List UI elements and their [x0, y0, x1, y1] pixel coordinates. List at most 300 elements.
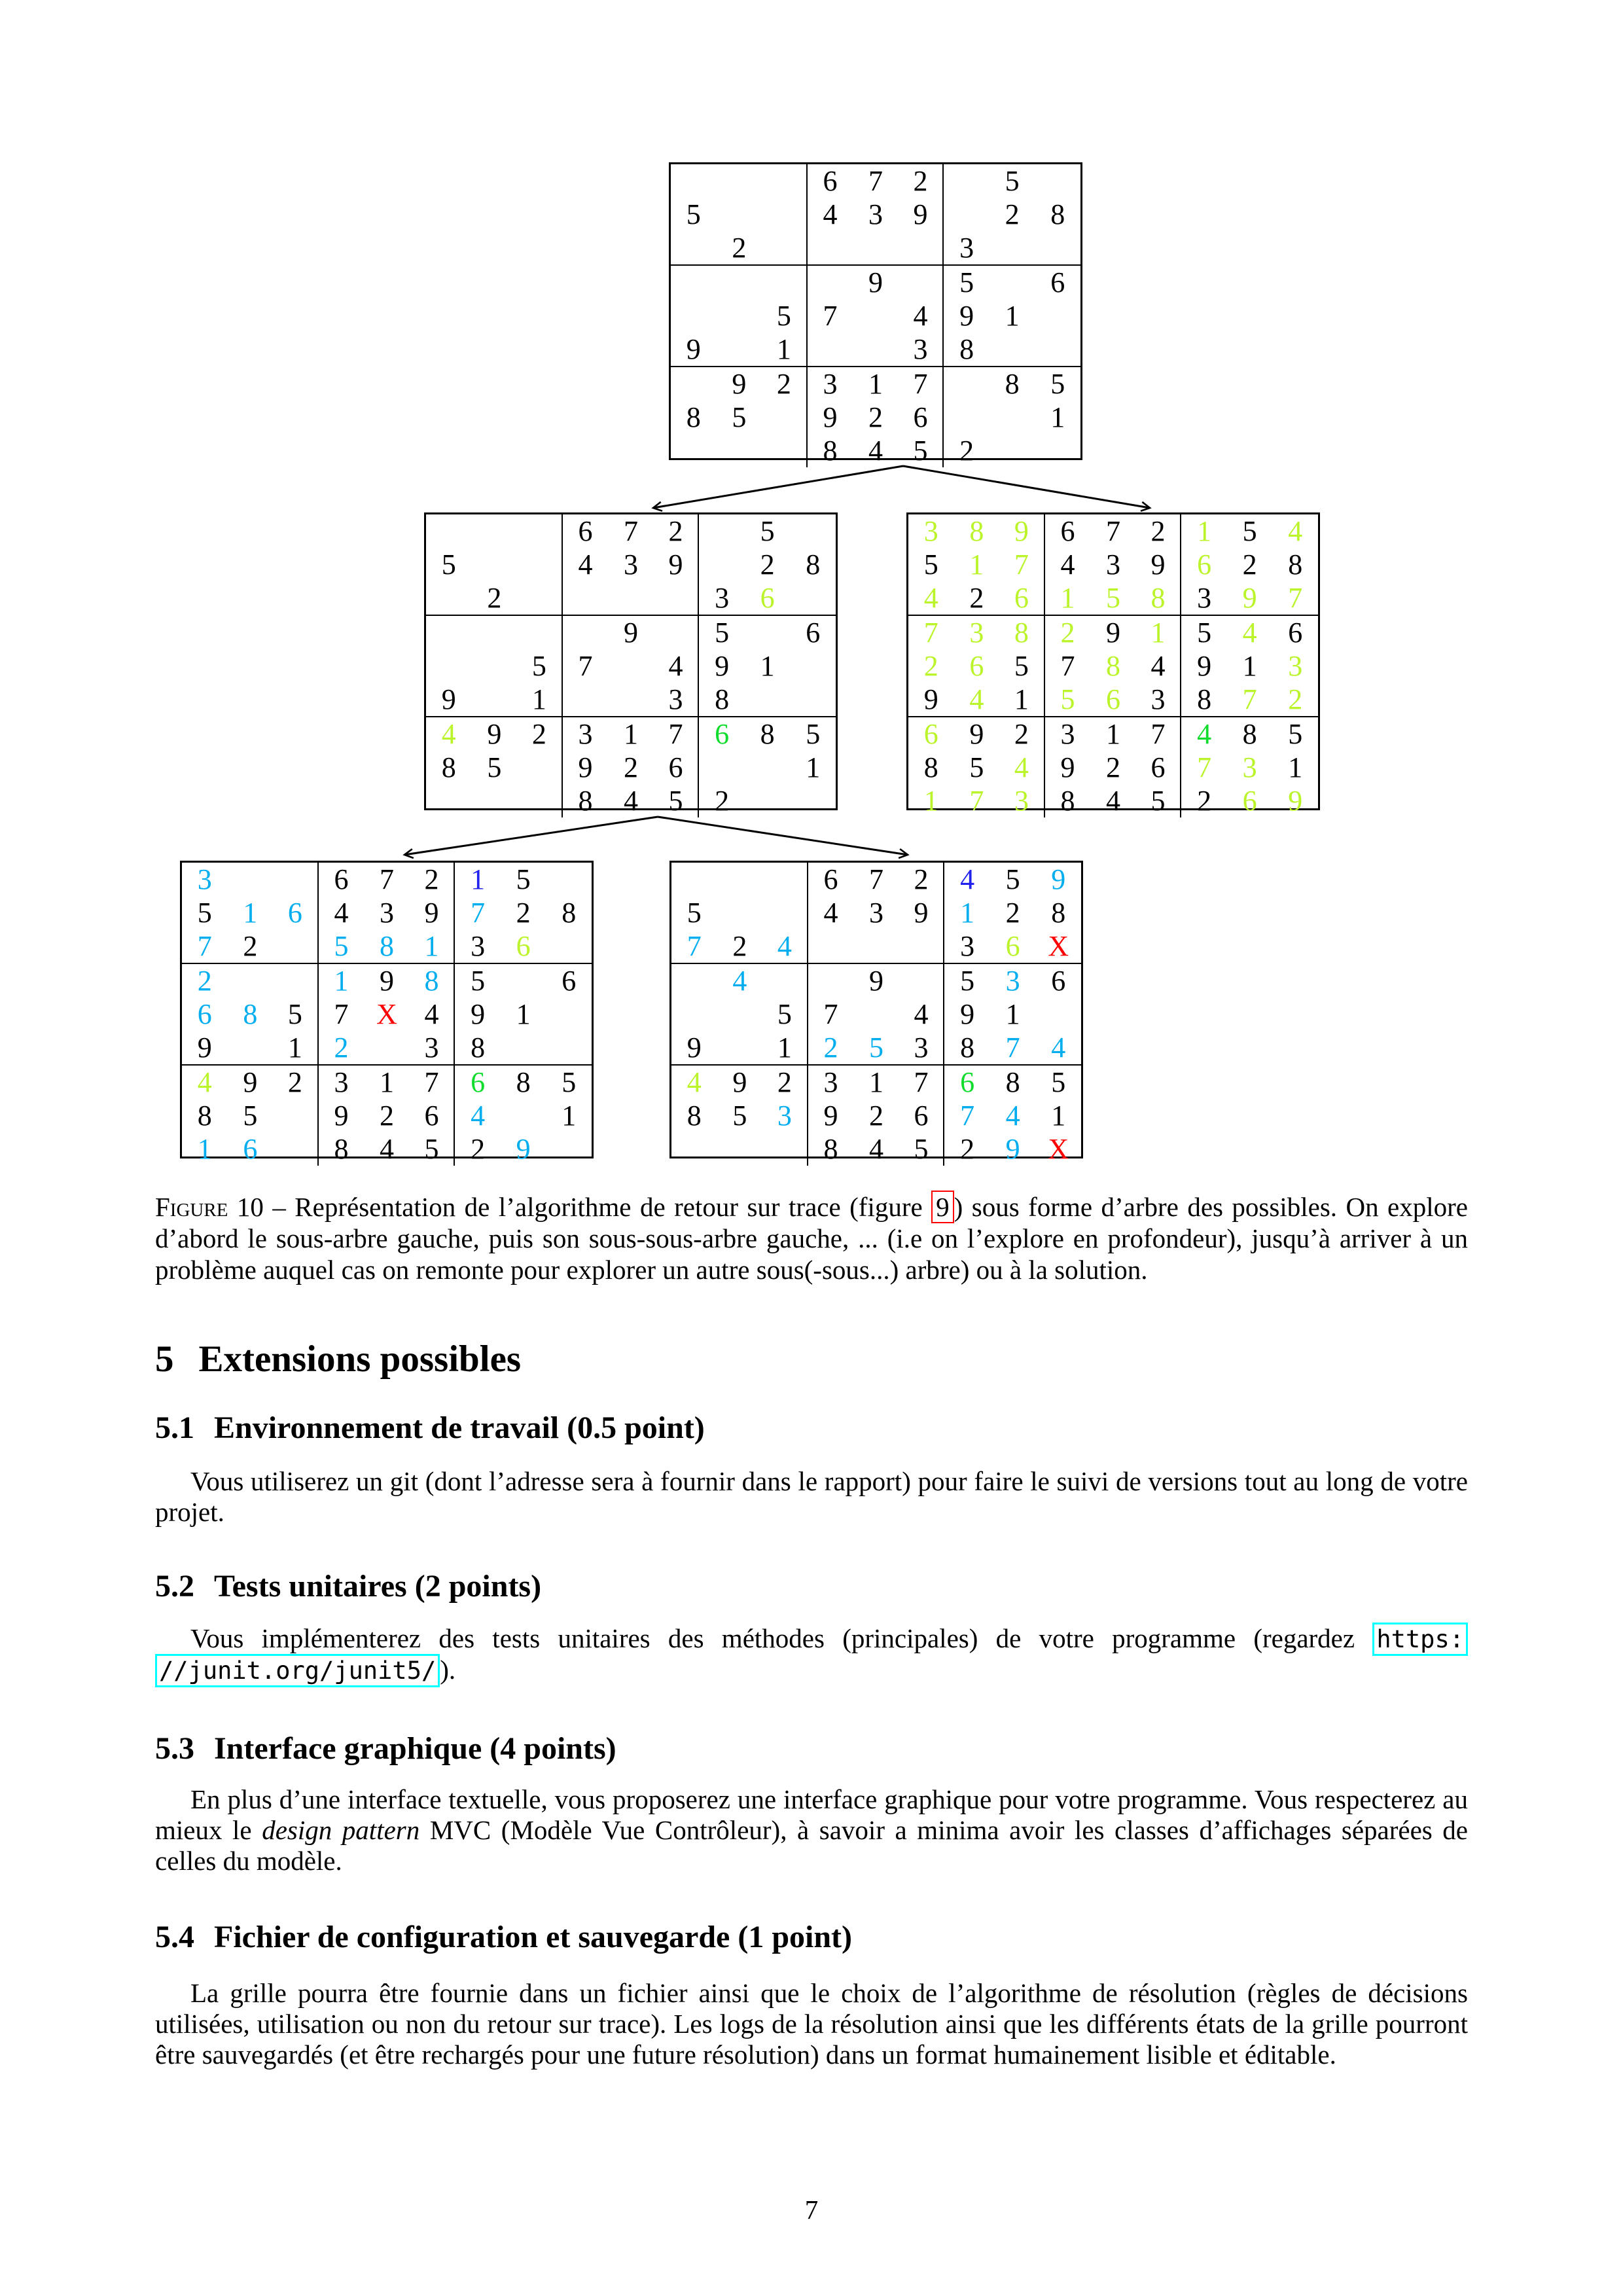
- sudoku-cell: 9: [960, 998, 975, 1030]
- sudoku-cell: 9: [868, 965, 883, 997]
- sudoku-cell: [563, 581, 609, 616]
- junit-url-link-part1[interactable]: https:: [1372, 1623, 1468, 1656]
- sudoku-cell: 6: [823, 165, 838, 197]
- sudoku-cell: 1: [760, 650, 775, 682]
- sudoku-cell: 2: [197, 965, 212, 997]
- section-title: Tests unitaires (2 points): [214, 1569, 542, 1604]
- sudoku-cell: 3: [923, 515, 938, 547]
- sudoku-cell: 6: [923, 718, 938, 750]
- sudoku-cell: 8: [699, 683, 745, 717]
- sudoku-cell: 4: [687, 1066, 702, 1098]
- sudoku-cell: [790, 514, 836, 548]
- sudoku-cell: 1: [1242, 650, 1257, 682]
- sudoku-cell: 5: [562, 1066, 577, 1098]
- sudoku-cell: [808, 964, 854, 997]
- sudoku-cell: [853, 231, 899, 266]
- sudoku-cell: 5: [899, 1132, 945, 1166]
- sudoku-cell: 4: [197, 1066, 212, 1098]
- sudoku-cell: 5: [1090, 581, 1136, 616]
- sudoku-cell: [608, 683, 654, 717]
- sudoku-cell: 8: [1051, 897, 1066, 929]
- sudoku-cell: 9: [823, 401, 838, 433]
- sudoku-cell: [1035, 434, 1080, 467]
- sudoku-cell: [671, 231, 717, 266]
- sudoku-cell: 4: [868, 435, 883, 467]
- sudoku-cell: 9: [899, 896, 945, 929]
- sudoku-cell: 4: [823, 198, 838, 230]
- junit-url-link-part2[interactable]: //junit.org/junit5/: [155, 1654, 440, 1687]
- section-number: 5.1: [155, 1410, 194, 1445]
- sudoku-cell: 4: [999, 751, 1045, 784]
- sudoku-cell: 9: [471, 998, 486, 1030]
- sudoku-cell: [717, 299, 762, 332]
- sudoku-cell: 4: [1197, 718, 1212, 750]
- sudoku-cell: 9: [732, 368, 747, 400]
- sudoku-cell: 9: [671, 1031, 717, 1066]
- sudoku-cell: 6: [1242, 785, 1257, 817]
- sudoku-cell: 5: [273, 997, 319, 1031]
- sudoku-cell: 3: [899, 332, 944, 367]
- sudoku-cell: 7: [969, 785, 984, 817]
- sudoku-cell: 3: [1136, 683, 1182, 717]
- sudoku-cell: 9: [623, 617, 638, 649]
- sudoku-cell: 2: [868, 1100, 883, 1132]
- sudoku-cell: 9: [487, 718, 502, 750]
- sudoku-cell: [717, 164, 762, 198]
- sudoku-cell: 2: [762, 367, 808, 401]
- sudoku-cell: 3: [1005, 965, 1020, 997]
- sudoku-cell: 5: [899, 434, 944, 467]
- sudoku-cell: [745, 683, 791, 717]
- sudoku-cell: [762, 266, 808, 299]
- sudoku-cell: 1: [923, 785, 938, 817]
- sudoku-cell: 4: [334, 897, 349, 929]
- sudoku-cell: [899, 266, 944, 299]
- sudoku-cell: 7: [1060, 650, 1075, 682]
- sudoku-cell: 2: [654, 514, 700, 548]
- sudoku-cell: 7: [410, 1066, 455, 1099]
- sudoku-cell: 2: [999, 717, 1045, 751]
- sudoku-cell: [762, 964, 808, 997]
- sudoku-cell: 3: [868, 198, 883, 230]
- sudoku-cell: 3: [410, 1031, 455, 1066]
- sudoku-cell: 3: [197, 863, 212, 895]
- paragraph-text: ).: [440, 1655, 456, 1685]
- sudoku-cell: 2: [472, 581, 518, 616]
- sudoku-cell: [762, 863, 808, 896]
- sudoku-cell: 1: [969, 548, 984, 581]
- sudoku-cell: [990, 434, 1035, 467]
- sudoku-cell: 1: [1005, 998, 1020, 1030]
- sudoku-cell: [745, 616, 791, 649]
- sudoku-cell: [899, 929, 945, 964]
- section-number: 5.3: [155, 1731, 194, 1766]
- sudoku-cell: 1: [379, 1066, 394, 1098]
- sudoku-cell: 5: [923, 548, 938, 581]
- sudoku-grid-grandchild-left: [180, 861, 594, 1165]
- sudoku-cell: 9: [999, 514, 1045, 548]
- sudoku-cell: 3: [823, 1066, 838, 1098]
- sudoku-cell: 2: [959, 435, 974, 467]
- sudoku-cell: [671, 964, 717, 997]
- sudoku-cell: 7: [1136, 717, 1182, 751]
- sudoku-cell: 7: [654, 717, 700, 751]
- sudoku-cell: [517, 784, 563, 817]
- sudoku-cell: 7: [334, 998, 349, 1030]
- sudoku-cell: 9: [1288, 785, 1303, 817]
- sudoku-cell: [808, 266, 853, 299]
- sudoku-cell: 9: [1136, 548, 1182, 581]
- sudoku-cell: [762, 198, 808, 231]
- sudoku-cell: [654, 581, 700, 616]
- section-number: 5.4: [155, 1920, 194, 1954]
- sudoku-cell: [546, 863, 592, 896]
- sudoku-cell: 7: [823, 998, 838, 1030]
- sudoku-cell: 8: [364, 929, 410, 964]
- sudoku-cell: 4: [1288, 515, 1303, 547]
- section-heading-5-1: [155, 1412, 1468, 1444]
- sudoku-cell: [699, 751, 745, 784]
- arrow-root-to-right-child: [903, 466, 1150, 508]
- sudoku-cell: 7: [471, 897, 486, 929]
- sudoku-cell: 2: [273, 1066, 319, 1099]
- sudoku-cell: [517, 548, 563, 581]
- sudoku-cell: [472, 548, 518, 581]
- sudoku-cell: 5: [1051, 1066, 1066, 1098]
- sudoku-cell: 4: [578, 548, 593, 581]
- section-heading-5-2: [155, 1571, 1468, 1602]
- paragraph-5-1: Vous utiliserez un git (dont l’adresse sera à fournir dans le rapport) pour faire le suivi de versions tout au long de votre projet.: [155, 1466, 1468, 1527]
- sudoku-cell: 8: [562, 897, 577, 929]
- sudoku-cell: 2: [379, 1100, 394, 1132]
- sudoku-cell: 3: [654, 683, 700, 717]
- sudoku-cell: [1035, 299, 1080, 332]
- sudoku-cell: 8: [687, 1100, 702, 1132]
- sudoku-cell: 9: [426, 683, 472, 717]
- sudoku-cell: 7: [960, 1100, 975, 1132]
- sudoku-cell: 6: [1051, 965, 1066, 997]
- sudoku-cell: 4: [908, 581, 954, 616]
- sudoku-cell: 5: [1197, 617, 1212, 649]
- sudoku-cell: 2: [899, 863, 945, 896]
- sudoku-cell: 8: [197, 1100, 212, 1132]
- sudoku-cell: 1: [623, 718, 638, 750]
- sudoku-cell: 6: [334, 863, 349, 895]
- sudoku-cell: 5: [1288, 718, 1303, 750]
- sudoku-cell: 9: [654, 548, 700, 581]
- sudoku-cell: 1: [868, 1066, 883, 1098]
- sudoku-cell: 9: [715, 650, 730, 682]
- sudoku-cell: 6: [715, 718, 730, 750]
- sudoku-cell: [990, 231, 1035, 266]
- sudoku-cell: 4: [899, 299, 944, 332]
- sudoku-cell: 7: [999, 548, 1045, 581]
- paragraph-text: En plus d’une interface textuelle, vous proposerez une interface graphique pour votre programme. Vous respecterez au mieux le: [155, 1784, 1468, 1845]
- sudoku-cell: [517, 581, 563, 616]
- sudoku-cell: 3: [334, 1066, 349, 1098]
- sudoku-cell: [717, 266, 762, 299]
- section-heading-5: [155, 1340, 1468, 1378]
- sudoku-cell: [654, 616, 700, 649]
- sudoku-cell: 3: [899, 1031, 945, 1066]
- sudoku-cell: 1: [562, 1100, 577, 1132]
- sudoku-cell: 5: [1005, 165, 1020, 197]
- sudoku-cell: 7: [899, 1066, 945, 1099]
- sudoku-cell: 6: [990, 929, 1036, 964]
- figure-9-link[interactable]: 9: [931, 1191, 954, 1223]
- sudoku-cell: [608, 649, 654, 683]
- sudoku-cell: 8: [243, 998, 258, 1030]
- sudoku-cell: [762, 434, 808, 467]
- sudoku-cell: [563, 683, 609, 717]
- sudoku-cell: 8: [944, 1031, 990, 1066]
- sudoku-cell: 7: [823, 300, 838, 332]
- sudoku-cell: 8: [1181, 683, 1227, 717]
- sudoku-cell: 6: [806, 617, 821, 649]
- sudoku-cell: 6: [1288, 617, 1303, 649]
- sudoku-cell: 2: [1105, 751, 1120, 783]
- sudoku-cell: 4: [732, 965, 747, 997]
- sudoku-cell: 3: [944, 929, 990, 964]
- paragraph-text: Vous implémenterez des tests unitaires des méthodes (principales) de votre programme (regardez: [190, 1623, 1373, 1653]
- sudoku-cell: [717, 863, 763, 896]
- sudoku-cell: 4: [471, 1100, 486, 1132]
- sudoku-cell: 6: [1090, 683, 1136, 717]
- sudoku-cell: 9: [410, 896, 455, 929]
- sudoku-cell: 4: [1005, 1100, 1020, 1132]
- sudoku-cell: 4: [654, 649, 700, 683]
- sudoku-cell: 7: [1197, 751, 1212, 783]
- sudoku-cell: 7: [923, 617, 938, 649]
- sudoku-cell: 4: [868, 1133, 883, 1165]
- sudoku-cell: 2: [1005, 897, 1020, 929]
- sudoku-cell: 6: [197, 998, 212, 1030]
- sudoku-cell: 2: [1197, 785, 1212, 817]
- sudoku-cell: 7: [182, 929, 228, 964]
- sudoku-cell: [745, 784, 791, 817]
- sudoku-cell: [790, 581, 836, 616]
- sudoku-cell: 8: [923, 751, 938, 783]
- sudoku-cell: 9: [732, 1066, 747, 1098]
- sudoku-cell: 4: [1060, 548, 1075, 581]
- sudoku-cell: 9: [823, 1100, 838, 1132]
- sudoku-cell: 5: [471, 965, 486, 997]
- sudoku-cell: [228, 964, 274, 997]
- sudoku-cell: 2: [1136, 514, 1182, 548]
- sudoku-cell: 7: [1272, 581, 1318, 616]
- sudoku-cell: 1: [1005, 300, 1020, 332]
- sudoku-cell: 3: [455, 929, 501, 964]
- sudoku-cell: [717, 1031, 763, 1066]
- sudoku-cell: [717, 198, 762, 231]
- sudoku-cell: 9: [1227, 581, 1273, 616]
- sudoku-cell: 7: [578, 650, 593, 682]
- sudoku-cell: [546, 997, 592, 1031]
- sudoku-cell: [1035, 231, 1080, 266]
- sudoku-cell: 2: [1005, 198, 1020, 230]
- sudoku-cell: [717, 1132, 763, 1166]
- sudoku-cell: 5: [654, 784, 700, 817]
- sudoku-cell: 5: [760, 515, 775, 547]
- sudoku-cell: 9: [1051, 863, 1066, 895]
- sudoku-cell: 8: [823, 1133, 838, 1165]
- sudoku-cell: 5: [853, 1031, 899, 1066]
- sudoku-cell: 3: [379, 897, 394, 929]
- sudoku-cell: [472, 784, 518, 817]
- sudoku-cell: 3: [868, 897, 883, 929]
- sudoku-grid-child-left: [424, 512, 838, 817]
- sudoku-cell: [426, 514, 472, 548]
- sudoku-cell: 9: [959, 300, 974, 332]
- sudoku-cell: 1: [999, 683, 1045, 717]
- sudoku-cell: [426, 581, 472, 616]
- sudoku-cell: [671, 997, 717, 1031]
- sudoku-cell: 5: [1242, 515, 1257, 547]
- sudoku-cell: 5: [715, 617, 730, 649]
- sudoku-cell: [762, 401, 808, 434]
- sudoku-cell: [853, 997, 899, 1031]
- sudoku-cell: 6: [471, 1066, 486, 1098]
- sudoku-cell: 5: [319, 929, 365, 964]
- sudoku-cell: 5: [517, 649, 563, 683]
- sudoku-cell: [899, 964, 945, 997]
- sudoku-cell: 2: [1060, 617, 1075, 649]
- sudoku-cell: 2: [760, 548, 775, 581]
- sudoku-cell: [944, 367, 990, 401]
- section-heading-5-3: [155, 1733, 1468, 1765]
- sudoku-grid-grandchild-right: [669, 861, 1083, 1165]
- sudoku-cell: [671, 863, 717, 896]
- sudoku-cell: 7: [868, 863, 883, 895]
- sudoku-cell: 8: [944, 332, 990, 367]
- sudoku-cell: [808, 231, 853, 266]
- sudoku-cell: 9: [334, 1100, 349, 1132]
- sudoku-cell: [717, 997, 763, 1031]
- sudoku-cell: 5: [1050, 368, 1065, 400]
- sudoku-cell: 9: [1197, 650, 1212, 682]
- sudoku-cell: 8: [1288, 548, 1303, 581]
- sudoku-cell: 4: [899, 997, 945, 1031]
- sudoku-cell: [717, 434, 762, 467]
- sudoku-cell: X: [1035, 929, 1081, 964]
- sudoku-cell: 5: [999, 649, 1045, 683]
- sudoku-cell: 3: [823, 368, 838, 400]
- sudoku-cell: 3: [1242, 751, 1257, 783]
- sudoku-cell: 2: [715, 785, 730, 817]
- sudoku-cell: 5: [762, 997, 808, 1031]
- section-title: Extensions possibles: [198, 1338, 522, 1380]
- arrow-child-to-left-grandchild: [404, 817, 658, 855]
- sudoku-cell: 3: [944, 231, 990, 266]
- sudoku-cell: 5: [732, 401, 747, 433]
- sudoku-cell: 2: [623, 751, 638, 783]
- design-pattern-italic: design pattern: [262, 1815, 420, 1845]
- sudoku-cell: 8: [760, 718, 775, 750]
- sudoku-cell: 1: [762, 332, 808, 367]
- sudoku-cell: 6: [654, 751, 700, 784]
- sudoku-cell: 2: [960, 1133, 975, 1165]
- sudoku-cell: 4: [379, 1133, 394, 1165]
- sudoku-cell: 8: [806, 548, 821, 581]
- sudoku-cell: 6: [960, 1066, 975, 1098]
- sudoku-cell: 8: [441, 751, 456, 783]
- section-title: Environnement de travail (0.5 point): [214, 1410, 705, 1445]
- sudoku-cell: 8: [1050, 198, 1065, 230]
- sudoku-cell: 6: [1197, 548, 1212, 581]
- section-title: Fichier de configuration et sauvegarde (1 point): [214, 1920, 853, 1954]
- sudoku-cell: 7: [990, 1031, 1036, 1066]
- sudoku-cell: 9: [516, 1133, 531, 1165]
- sudoku-cell: [546, 929, 592, 964]
- sudoku-cell: [717, 332, 762, 367]
- section-title: Interface graphique (4 points): [214, 1731, 616, 1766]
- sudoku-grid-child-right: [906, 512, 1320, 817]
- sudoku-cell: [671, 1132, 717, 1166]
- caption-text-pre: – Représentation de l’algorithme de retour sur trace (figure: [263, 1192, 932, 1222]
- sudoku-cell: [808, 332, 853, 367]
- sudoku-cell: 3: [623, 548, 638, 581]
- sudoku-cell: 4: [954, 683, 1000, 717]
- sudoku-cell: [853, 332, 899, 367]
- sudoku-cell: 9: [578, 751, 593, 783]
- sudoku-cell: 8: [1005, 1066, 1020, 1098]
- sudoku-cell: [472, 683, 518, 717]
- sudoku-cell: 4: [1136, 649, 1182, 683]
- sudoku-cell: 2: [1272, 683, 1318, 717]
- figure-caption: [155, 1191, 1468, 1285]
- sudoku-cell: [671, 434, 717, 467]
- sudoku-cell: 2: [899, 164, 944, 198]
- sudoku-cell: [426, 616, 472, 649]
- sudoku-cell: 9: [1060, 751, 1075, 783]
- sudoku-cell: 9: [899, 198, 944, 231]
- paragraph-text: MVC (Modèle Vue Contrôleur), à savoir a minima avoir les classes d’affichages séparées de celles du modèle.: [155, 1815, 1468, 1876]
- sudoku-cell: [717, 896, 763, 929]
- sudoku-cell: [608, 581, 654, 616]
- section-number: 5: [155, 1338, 174, 1380]
- sudoku-cell: [762, 896, 808, 929]
- sudoku-cell: [899, 231, 944, 266]
- sudoku-cell: [671, 299, 717, 332]
- sudoku-cell: [563, 616, 609, 649]
- sudoku-cell: [364, 1031, 410, 1066]
- sudoku-cell: 3: [999, 784, 1045, 817]
- sudoku-cell: [762, 164, 808, 198]
- sudoku-cell: [517, 514, 563, 548]
- sudoku-cell: 4: [1105, 785, 1120, 817]
- sudoku-cell: 9: [671, 332, 717, 367]
- sudoku-cell: 6: [1060, 515, 1075, 547]
- sudoku-cell: 2: [516, 897, 531, 929]
- sudoku-cell: 7: [899, 367, 944, 401]
- sudoku-cell: 1: [410, 929, 455, 964]
- sudoku-cell: 2: [717, 231, 762, 266]
- sudoku-cell: 3: [1288, 650, 1303, 682]
- sudoku-cell: 2: [808, 1031, 854, 1066]
- sudoku-cell: [501, 964, 546, 997]
- sudoku-cell: 1: [1105, 718, 1120, 750]
- sudoku-cell: [762, 1132, 808, 1166]
- sudoku-cell: 8: [410, 964, 455, 997]
- sudoku-cell: 5: [487, 751, 502, 783]
- sudoku-cell: [808, 929, 854, 964]
- sudoku-cell: 9: [243, 1066, 258, 1098]
- sudoku-cell: 8: [823, 435, 838, 467]
- sudoku-cell: [1035, 164, 1080, 198]
- sudoku-cell: [273, 1132, 319, 1166]
- sudoku-cell: 4: [410, 997, 455, 1031]
- sudoku-cell: 1: [1288, 751, 1303, 783]
